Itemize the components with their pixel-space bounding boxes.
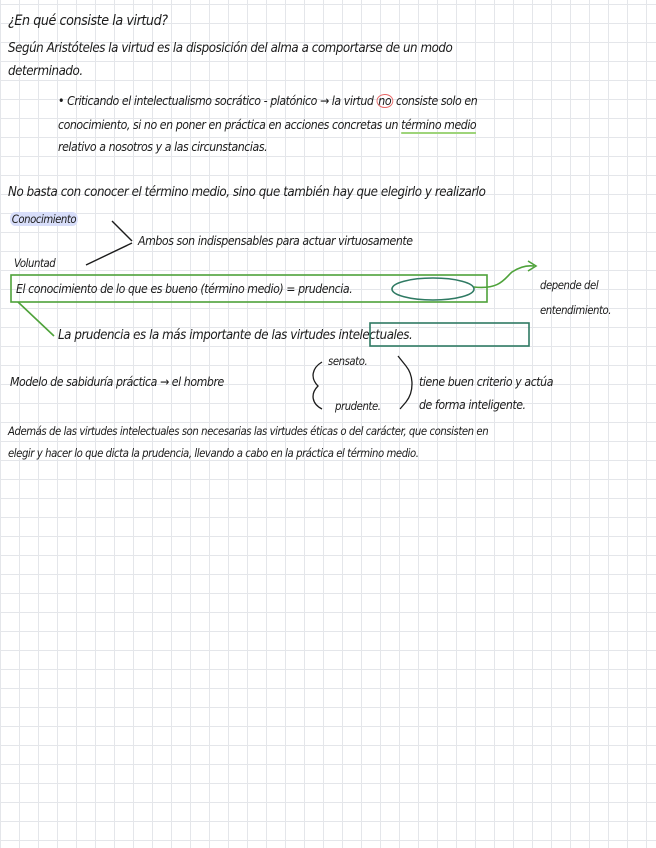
- conocimiento-box-main: El conocimiento de lo que es bueno (término medio) =: [16, 281, 296, 296]
- prudencia-line-text: La prudencia es la más importante de las: [58, 327, 287, 343]
- bullet-line-3: relativo a nosotros y a las circunstancias.: [58, 139, 268, 154]
- termino-medio-highlight: término medio: [401, 117, 477, 132]
- conocimiento-label: [10, 211, 78, 227]
- ademas-line-1: Además de las virtudes intelectuales son necesarias las virtudes éticas o del carácter, que consisten en: [8, 424, 489, 438]
- bullet-line-1-pre: Criticando el intelectualismo socrático - platónico → la virtud: [67, 93, 374, 108]
- prudencia-circled: prudencia.: [298, 281, 353, 296]
- modelo-left-brace: [313, 362, 322, 409]
- dependen-line-2: entendimiento.: [540, 303, 612, 317]
- bullet-line-2: [58, 117, 476, 133]
- bullet-line-1-post: consiste solo en: [395, 93, 478, 108]
- no-basta-line: No basta con conocer el término medio, sino que también hay que elegirlo y realizarlo: [8, 184, 486, 200]
- virtudes-intelectuales-boxed: virtudes intelectuales.: [290, 327, 413, 343]
- intro-line-2: determinado.: [8, 63, 83, 79]
- modelo-bottom: prudente.: [335, 399, 381, 413]
- modelo-top: sensato.: [328, 354, 368, 368]
- modelo-right-2: de forma inteligente.: [419, 397, 526, 412]
- prudencia-circle: [392, 278, 474, 300]
- conocimiento-highlight: Conocimiento: [11, 212, 77, 226]
- arrow-to-dependen: [474, 266, 534, 288]
- bullet-mark: •: [58, 93, 65, 108]
- prudencia-line: [58, 327, 412, 343]
- circled-no: no: [378, 93, 392, 108]
- bullet-line-1: [58, 93, 477, 109]
- ademas-line-2: elegir y hacer lo que dicta la prudencia, llevando a cabo en la práctica el término medio.: [8, 446, 419, 460]
- conocimiento-box-text: [16, 281, 352, 297]
- bullet-line-2-pre: conocimiento, si no en poner en práctica en acciones concretas un: [58, 117, 399, 132]
- voluntad-label: Voluntad: [14, 256, 56, 270]
- arrow-head-dependen: [528, 261, 536, 271]
- modelo-right-1: tiene buen criterio y actúa: [419, 374, 554, 389]
- dependen-line-1: depende del: [540, 278, 599, 292]
- connector-to-prudencia: [18, 302, 54, 336]
- modelo-left: Modelo de sabiduría práctica → el hombre: [10, 374, 224, 389]
- bracket-conocimiento: [112, 221, 132, 241]
- modelo-right-brace: [398, 356, 412, 409]
- ambos-text: Ambos son indispensables para actuar virtuosamente: [138, 233, 413, 248]
- intro-line-1: Según Aristóteles la virtud es la disposición del alma a comportarse de un modo: [8, 40, 453, 56]
- note-title: ¿En qué consiste la virtud?: [8, 13, 168, 29]
- bracket-voluntad: [86, 243, 132, 265]
